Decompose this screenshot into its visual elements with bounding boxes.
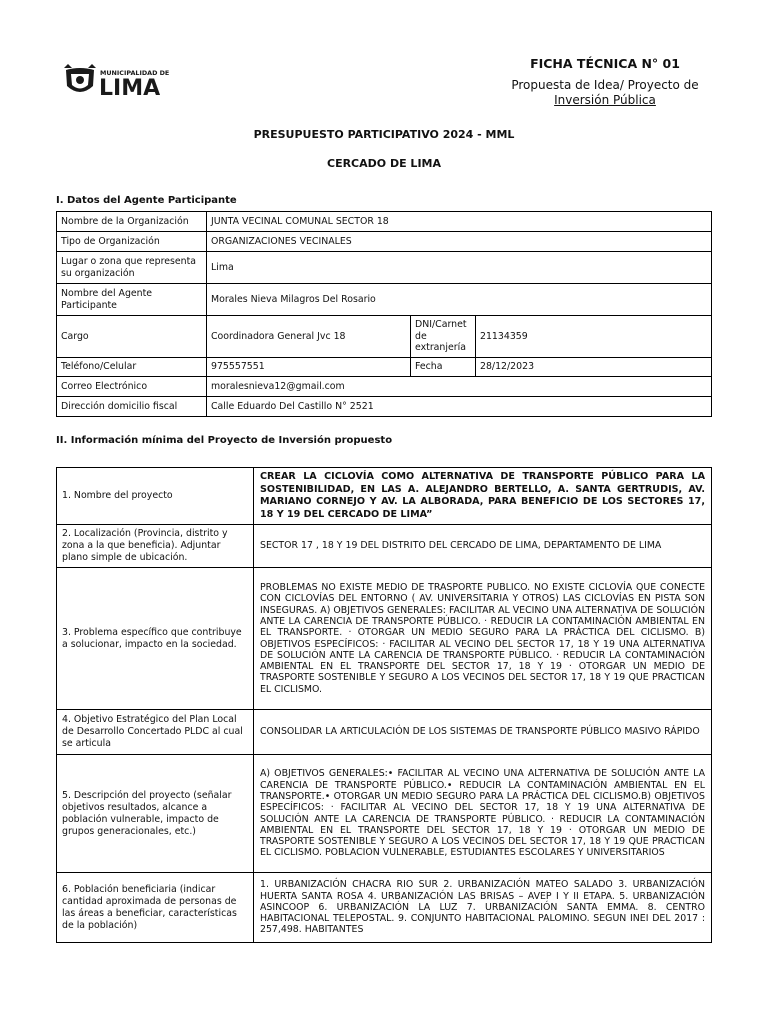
description-label: 5. Descripción del proyecto (señalar objetivos resultados, alcance a población vulnerable, impacto de grupos generacionales, etc.): [57, 755, 254, 873]
table-row: [57, 252, 712, 284]
table-row: [57, 316, 712, 358]
problem-value: PROBLEMAS NO EXISTE MEDIO DE TRASPORTE PUBLICO. NO EXISTE CICLOVÍA QUE CONECTE CON CICLOVÍAS DEL ENTORNO ( AV. UNIVERSITARIA Y OTROS) LAS CICLOVÍAS EN PISTA SON INSEGURAS. A) OBJETIVOS GENERALES: FACILITAR AL VECINO UNA ALTERNATIVA DE SOLUCIÓN ANTE LA CARENCIA DE TRANSPORTE PÚBLICO. · REDUCIR LA CONTAMINACIÓN AMBIENTAL EN EL TRANSPORTE. · OTORGAR UN MEDIO SEGURO PARA LA PRÁCTICA DEL CICLISMO. B) OBJETIVOS ESPECÍFICOS: · FACILITAR AL VECINO DEL SECTOR 17, 18 Y 19 UNA ALTERNATIVA DE SOLUCIÓN ANTE LA CARENCIA DE TRANSPORTE PÚBLICO. · REDUCIR LA CONTAMINACIÓN AMBIENTAL EN EL TRANSPORTE DEL SECTOR 17, 18 Y 19 · OTORGAR UN MEDIO DE TRASPORTE SOSTENIBLE Y SEGURO A LOS VECINOS DEL SECTOR 17, 18 Y 19 QUE PRACTICAN EL CICLISMO.: [254, 568, 712, 710]
fecha-label: Fecha: [411, 358, 476, 377]
ficha-sub2: Inversión Pública: [554, 93, 656, 107]
table-row: [57, 358, 712, 377]
logo-big-text: LIMA: [99, 76, 161, 100]
ficha-sub1: Propuesta de Idea/ Proyecto de: [511, 78, 699, 92]
section1-heading: I. Datos del Agente Participante: [56, 195, 237, 206]
tel-label: Teléfono/Celular: [57, 358, 207, 377]
org-value: JUNTA VECINAL COMUNAL SECTOR 18: [207, 212, 712, 232]
project-name-label: 1. Nombre del proyecto: [57, 468, 254, 525]
agente-label: Nombre del Agente Participante: [57, 284, 207, 316]
location-label: 2. Localización (Provincia, distrito y zona a la que beneficia). Adjuntar plano simple de ubicación.: [57, 525, 254, 568]
objective-label: 4. Objetivo Estratégico del Plan Local de Desarrollo Concertado PLDC al cual se articula: [57, 710, 254, 755]
fecha-value: 28/12/2023: [476, 358, 712, 377]
dni-value: 21134359: [476, 316, 712, 358]
table-row: [57, 212, 712, 232]
dir-label: Dirección domicilio fiscal: [57, 397, 207, 417]
project-info-table: [56, 467, 712, 943]
dni-label: DNI/Carnet de extranjería: [411, 316, 476, 358]
tipo-value: ORGANIZACIONES VECINALES: [207, 232, 712, 252]
ficha-title: FICHA TÉCNICA N° 01: [530, 56, 680, 71]
ficha-header: [480, 56, 730, 108]
table-row: [57, 284, 712, 316]
correo-value: moralesnieva12@gmail.com: [207, 377, 712, 397]
lugar-label: Lugar o zona que representa su organización: [57, 252, 207, 284]
agente-value: Morales Nieva Milagros Del Rosario: [207, 284, 712, 316]
tel-value: 975557551: [207, 358, 411, 377]
municipalidad-logo: [62, 64, 202, 100]
description-value: A) OBJETIVOS GENERALES:• FACILITAR AL VECINO UNA ALTERNATIVA DE SOLUCIÓN ANTE LA CARENCIA DE TRANSPORTE PÚBLICO.• REDUCIR LA CONTAMINACIÓN AMBIENTAL EN EL TRANSPORTE.• OTORGAR UN MEDIO SEGURO PARA LA PRÁCTICA DEL CICLISMO.B) OBJETIVOS ESPECÍFICOS: · FACILITAR AL VECINO DEL SECTOR 17, 18 Y 19 UNA ALTERNATIVA DE SOLUCIÓN ANTE LA CARENCIA DE TRANSPORTE PÚBLICO. · REDUCIR LA CONTAMINACIÓN AMBIENTAL EN EL TRANSPORTE DEL SECTOR 17, 18 Y 19 · OTORGAR UN MEDIO DE TRASPORTE SOSTENIBLE Y SEGURO A LOS VECINOS DEL SECTOR 17, 18 Y 19 QUE PRACTICAN EL CICLISMO. POBLACION VULNERABLE, ESTUDIANTES ESCOLARES Y UNIVERSITARIOS: [254, 755, 712, 873]
cargo-value: Coordinadora General Jvc 18: [207, 316, 411, 358]
objective-value: CONSOLIDAR LA ARTICULACIÓN DE LOS SISTEMAS DE TRANSPORTE PÚBLICO MASIVO RÁPIDO: [254, 710, 712, 755]
table-row: [57, 710, 712, 755]
project-name-value: CREAR LA CICLOVÍA COMO ALTERNATIVA DE TRANSPORTE PÚBLICO PARA LA SOSTENIBILIDAD, EN LAS A. ALEJANDRO BERTELLO, A. SANTA GERTRUDIS, AV. MARIANO CORNEJO Y AV. LA ALBORADA, PARA BENEFICIO DE LOS SECTORES 17, 18 Y 19 DEL CERCADO DE LIMA”: [254, 468, 712, 525]
population-value: 1. URBANIZACIÓN CHACRA RIO SUR 2. URBANIZACIÓN MATEO SALADO 3. URBANIZACIÓN HUERTA SANTA ROSA 4. URBANIZACIÓN LAS BRISAS – AVEP I Y II ETAPA. 5. URBANIZACIÓN ASINCOOP 6. URBANIZACIÓN LA LUZ 7. URBANIZACIÓN SANTA EMMA. 8. CENTRO HABITACIONAL TELEPOSTAL. 9. CONJUNTO HABITACIONAL PALOMINO. SEGUN INEI DEL 2017 : 257,498. HABITANTES: [254, 873, 712, 943]
agent-data-table: [56, 211, 712, 417]
section2-heading: II. Información mínima del Proyecto de Inversión propuesto: [56, 435, 393, 446]
table-row: [57, 468, 712, 525]
table-row: [57, 525, 712, 568]
lugar-value: Lima: [207, 252, 712, 284]
coat-of-arms-icon: [64, 64, 96, 92]
page-title: PRESUPUESTO PARTICIPATIVO 2024 - MML: [253, 128, 515, 141]
tipo-label: Tipo de Organización: [57, 232, 207, 252]
table-row: [57, 232, 712, 252]
location-value: SECTOR 17 , 18 Y 19 DEL DISTRITO DEL CERCADO DE LIMA, DEPARTAMENTO DE LIMA: [254, 525, 712, 568]
page-subtitle: CERCADO DE LIMA: [327, 157, 441, 170]
logo-small-text: MUNICIPALIDAD DE: [100, 69, 170, 77]
cargo-label: Cargo: [57, 316, 207, 358]
org-label: Nombre de la Organización: [57, 212, 207, 232]
table-row: [57, 755, 712, 873]
population-label: 6. Población beneficiaria (indicar cantidad aproximada de personas de las áreas a beneficiar, características de la población): [57, 873, 254, 943]
table-row: [57, 568, 712, 710]
table-row: [57, 873, 712, 943]
dir-value: Calle Eduardo Del Castillo N° 2521: [207, 397, 712, 417]
correo-label: Correo Electrónico: [57, 377, 207, 397]
table-row: [57, 397, 712, 417]
table-row: [57, 377, 712, 397]
problem-label: 3. Problema específico que contribuye a solucionar, impacto en la sociedad.: [57, 568, 254, 710]
